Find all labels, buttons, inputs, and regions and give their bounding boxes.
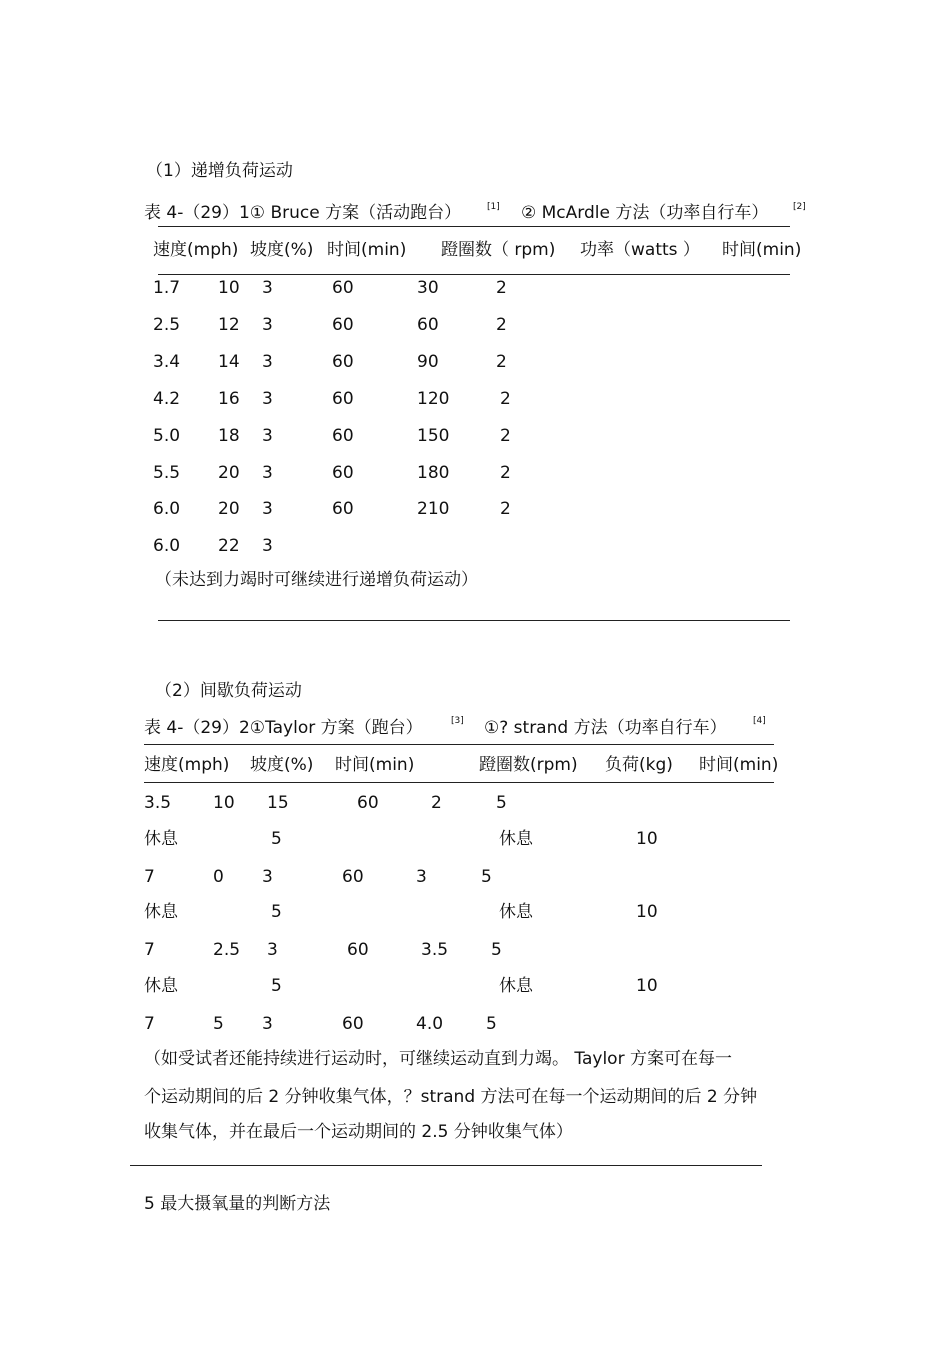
table2-cell: 5: [491, 940, 502, 960]
table1-header-grade: 坡度(%): [250, 240, 314, 260]
table1-cell: 6.0: [153, 536, 181, 556]
table1-cell: 5.0: [153, 426, 181, 446]
table2-note-line2: 个运动期间的后 2 分钟收集气体，？strand 方法可在每一个运动期间的后 2 分钟: [144, 1087, 758, 1107]
table2-cell: 3: [267, 940, 278, 960]
table1-cell: 3: [262, 315, 273, 335]
table2-cell: 休息: [499, 976, 533, 996]
table2-caption-astrand: ①? strand 方法（功率自行车）: [484, 718, 727, 738]
table2-header-time2: 时间(min): [699, 755, 779, 775]
table1-cell: 210: [417, 499, 450, 519]
table1-cell: 22: [218, 536, 240, 556]
table2-header-load: 负荷(kg): [605, 755, 673, 775]
table1-caption-bruce: 表 4-（29）1① Bruce 方案（活动跑台）: [144, 203, 462, 223]
table1-top-rule: [158, 226, 790, 227]
table1-cell: 16: [218, 389, 240, 409]
table1-cell: 14: [218, 352, 240, 372]
table1-cell: 3: [262, 426, 273, 446]
table2-cell: 10: [213, 793, 235, 813]
reference-1[interactable]: [1]: [487, 202, 500, 212]
table2-cell: 10: [636, 829, 658, 849]
table1-cell: 20: [218, 463, 240, 483]
table1-cell: 5.5: [153, 463, 181, 483]
table1-cell: 3: [262, 463, 273, 483]
table1-bottom-rule: [158, 620, 790, 621]
table1-cell: 2: [500, 426, 511, 446]
table2-header-speed: 速度(mph): [144, 755, 230, 775]
table2-cell: 5: [481, 867, 492, 887]
table1-cell: 20: [218, 499, 240, 519]
table2-header-time: 时间(min): [335, 755, 415, 775]
table1-cell: 2: [496, 352, 507, 372]
table1-header-rule: [158, 274, 790, 275]
table1-header-time: 时间(min): [327, 240, 407, 260]
table1-cell: 18: [218, 426, 240, 446]
section1-heading: （1）递增负荷运动: [146, 161, 293, 181]
table2-cell: 60: [357, 793, 379, 813]
table2-header-rpm: 蹬圈数(rpm): [479, 755, 578, 775]
table2-cell: 10: [636, 976, 658, 996]
table2-cell: 5: [271, 976, 282, 996]
table2-cell: 3.5: [421, 940, 449, 960]
table1-cell: 3: [262, 352, 273, 372]
table1-header-speed: 速度(mph): [153, 240, 239, 260]
reference-4[interactable]: [4]: [753, 716, 766, 726]
table2-cell: 3.5: [144, 793, 172, 813]
table2-cell: 休息: [144, 902, 178, 922]
table1-header-time2: 时间(min): [722, 240, 802, 260]
table1-cell: 2: [500, 463, 511, 483]
reference-2[interactable]: [2]: [793, 202, 806, 212]
table1-cell: 2: [500, 389, 511, 409]
table1-cell: 60: [332, 426, 354, 446]
table1-note: （未达到力竭时可继续进行递增负荷运动）: [155, 570, 478, 590]
table2-top-rule: [144, 744, 774, 745]
section3-heading: 5 最大摄氧量的判断方法: [144, 1194, 331, 1214]
table1-cell: 2: [496, 278, 507, 298]
table2-cell: 7: [144, 940, 155, 960]
table1-cell: 3: [262, 278, 273, 298]
table2-cell: 3: [416, 867, 427, 887]
table1-header-watts: 功率（watts ）: [580, 240, 700, 260]
table2-cell: 60: [342, 1014, 364, 1034]
table1-cell: 60: [332, 389, 354, 409]
table1-cell: 30: [417, 278, 439, 298]
table2-cell: 2: [431, 793, 442, 813]
table1-cell: 60: [332, 315, 354, 335]
table2-note-line1: （如受试者还能持续进行运动时，可继续运动直到力竭。 Taylor 方案可在每一: [144, 1049, 732, 1069]
table2-cell: 5: [271, 902, 282, 922]
table1-cell: 90: [417, 352, 439, 372]
table1-cell: 180: [417, 463, 450, 483]
table2-cell: 7: [144, 1014, 155, 1034]
table2-cell: 5: [496, 793, 507, 813]
table2-note-line3: 收集气体，并在最后一个运动期间的 2.5 分钟收集气体）: [144, 1122, 573, 1142]
table1-cell: 150: [417, 426, 450, 446]
table1-cell: 120: [417, 389, 450, 409]
table2-header-grade: 坡度(%): [250, 755, 314, 775]
table1-cell: 12: [218, 315, 240, 335]
table2-cell: 3: [262, 1014, 273, 1034]
table1-cell: 6.0: [153, 499, 181, 519]
table2-cell: 5: [486, 1014, 497, 1034]
table2-cell: 60: [347, 940, 369, 960]
table2-cell: 0: [213, 867, 224, 887]
table1-cell: 1.7: [153, 278, 181, 298]
table2-header-rule: [144, 782, 774, 783]
table2-cell: 10: [636, 902, 658, 922]
table2-cell: 7: [144, 867, 155, 887]
table2-cell: 15: [267, 793, 289, 813]
table1-header-rpm: 蹬圈数（ rpm): [441, 240, 556, 260]
table1-cell: 60: [332, 352, 354, 372]
section2-heading: （2）间歇负荷运动: [155, 681, 302, 701]
table1-cell: 2: [496, 315, 507, 335]
table1-cell: 2: [500, 499, 511, 519]
table1-cell: 2.5: [153, 315, 181, 335]
table2-cell: 休息: [144, 829, 178, 849]
table2-cell: 60: [342, 867, 364, 887]
table2-cell: 休息: [144, 976, 178, 996]
table1-cell: 3: [262, 499, 273, 519]
table1-cell: 60: [417, 315, 439, 335]
table2-cell: 5: [271, 829, 282, 849]
table1-cell: 3: [262, 536, 273, 556]
table2-cell: 2.5: [213, 940, 241, 960]
table2-bottom-rule: [130, 1165, 762, 1166]
table1-cell: 3.4: [153, 352, 181, 372]
table1-cell: 60: [332, 463, 354, 483]
table2-cell: 休息: [499, 902, 533, 922]
table2-cell: 5: [213, 1014, 224, 1034]
table1-cell: 4.2: [153, 389, 181, 409]
table1-cell: 60: [332, 499, 354, 519]
table2-cell: 4.0: [416, 1014, 444, 1034]
table2-cell: 3: [262, 867, 273, 887]
table1-cell: 10: [218, 278, 240, 298]
reference-3[interactable]: [3]: [451, 716, 464, 726]
table1-caption-mcardle: ② McArdle 方法（功率自行车）: [521, 203, 769, 223]
table2-caption-taylor: 表 4-（29）2①Taylor 方案（跑台）: [144, 718, 423, 738]
table2-cell: 休息: [499, 829, 533, 849]
table1-cell: 3: [262, 389, 273, 409]
table1-cell: 60: [332, 278, 354, 298]
